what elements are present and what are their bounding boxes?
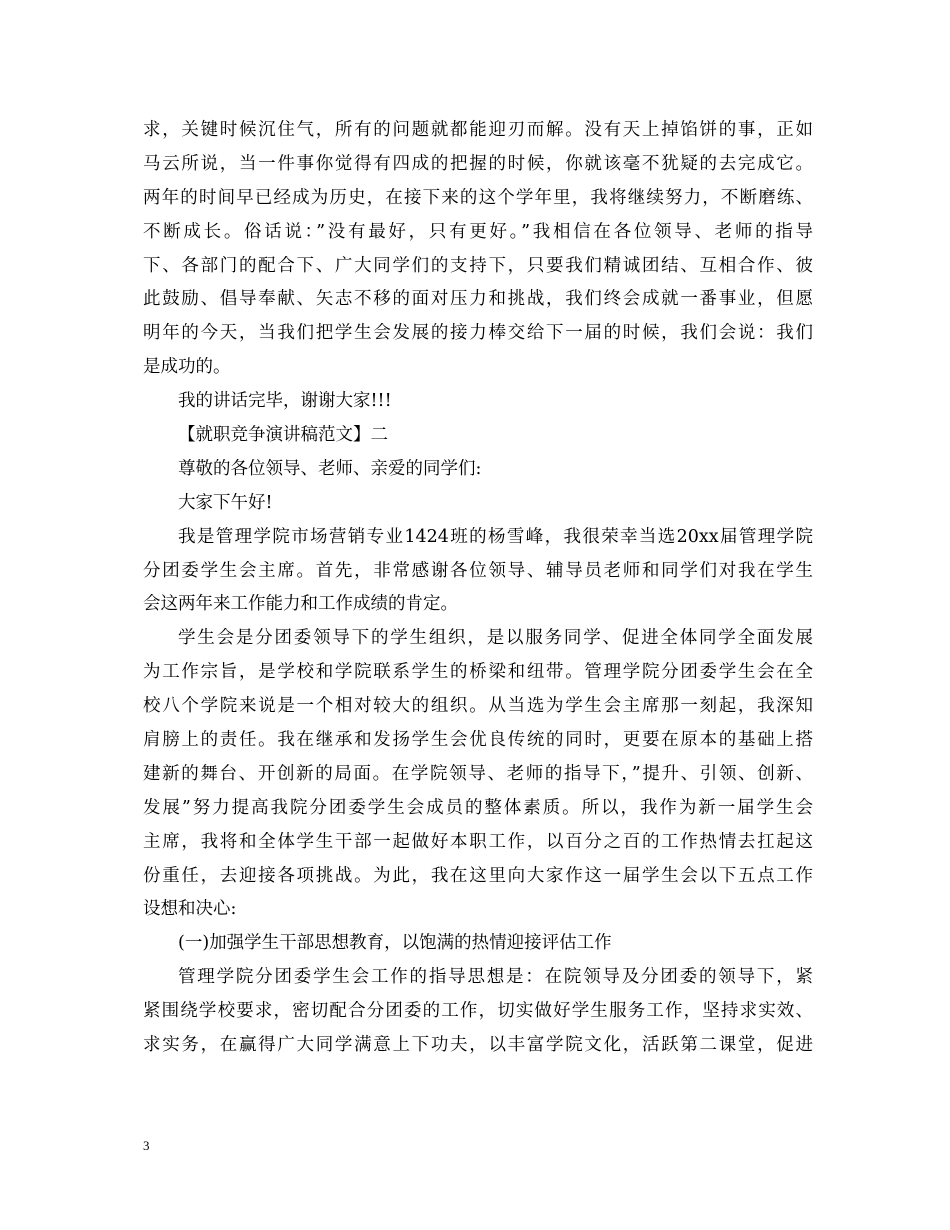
text-line: 肩膀上的责任。我在继承和发扬学生会优良传统的同时，更要在原本的基础上搭 [143, 730, 813, 751]
text-line: 求实务，在赢得广大同学满意上下功夫，以丰富学院文化，活跃第二课堂，促进 [143, 1035, 813, 1056]
text-line: 建新的舞台、开创新的局面。在学院领导、老师的指导下，”提升、引领、创新、 [143, 763, 813, 784]
text-line: 主席，我将和全体学生干部一起做好本职工作，以百分之百的工作热情去扛起这 [143, 831, 813, 852]
text-line: 设想和决心: [143, 899, 237, 920]
text-line: 紧围绕学校要求，密切配合分团委的工作，切实做好学生服务工作，坚持求实效、 [143, 1001, 813, 1022]
text-line: 是成功的。 [143, 357, 231, 378]
text-line: 此鼓励、倡导奉献、矢志不移的面对压力和挑战，我们终会成就一番事业，但愿 [143, 289, 813, 310]
text-line: 分团委学生会主席。首先，非常感谢各位领导、辅导员老师和同学们对我在学生 [143, 560, 813, 581]
text-line: 会这两年来工作能力和工作成绩的肯定。 [143, 594, 458, 615]
text-line: 不断成长。俗话说：”没有最好，只有更好。”我相信在各位领导、老师的指导 [143, 221, 813, 242]
text-line: 【就职竞争演讲稿范文】二 [178, 425, 388, 446]
body-text [143, 114, 813, 1063]
text-line: 我的讲话完毕，谢谢大家!!! [178, 391, 392, 412]
text-line: (一)加强学生干部思想教育，以饱满的热情迎接评估工作 [178, 933, 612, 954]
text-line: 管理学院分团委学生会工作的指导思想是：在院领导及分团委的领导下，紧 [178, 967, 813, 988]
text-line: 大家下午好! [178, 492, 273, 513]
text-line: 校八个学院来说是一个相对较大的组织。从当选为学生会主席那一刻起，我深知 [143, 696, 813, 717]
text-line: 求，关键时候沉住气，所有的问题就都能迎刃而解。没有天上掉馅饼的事，正如 [143, 120, 813, 140]
text-line: 尊敬的各位领导、老师、亲爱的同学们: [178, 458, 482, 479]
text-line: 发展”努力提高我院分团委学生会成员的整体素质。所以，我作为新一届学生会 [143, 797, 813, 818]
text-line: 为工作宗旨，是学校和学院联系学生的桥梁和纽带。管理学院分团委学生会在全 [143, 662, 813, 683]
page-number: 3 [143, 1138, 150, 1153]
text-line: 两年的时间早已经成为历史，在接下来的这个学年里，我将继续努力，不断磨练、 [143, 187, 813, 208]
text-line: 学生会是分团委领导下的学生组织，是以服务同学、促进全体同学全面发展 [178, 628, 813, 649]
text-line: 下、各部门的配合下、广大同学们的支持下，只要我们精诚团结、互相合作、彼 [143, 255, 813, 276]
text-line: 明年的今天，当我们把学生会发展的接力棒交给下一届的时候，我们会说：我们 [143, 323, 813, 344]
text-line: 份重任，去迎接各项挑战。为此，我在这里向大家作这一届学生会以下五点工作 [143, 865, 813, 886]
text-line: 我是管理学院市场营销专业1424班的杨雪峰，我很荣幸当选20xx届管理学院 [178, 526, 813, 547]
text-line: 马云所说，当一件事你觉得有四成的把握的时候，你就该毫不犹疑的去完成它。 [143, 153, 813, 174]
